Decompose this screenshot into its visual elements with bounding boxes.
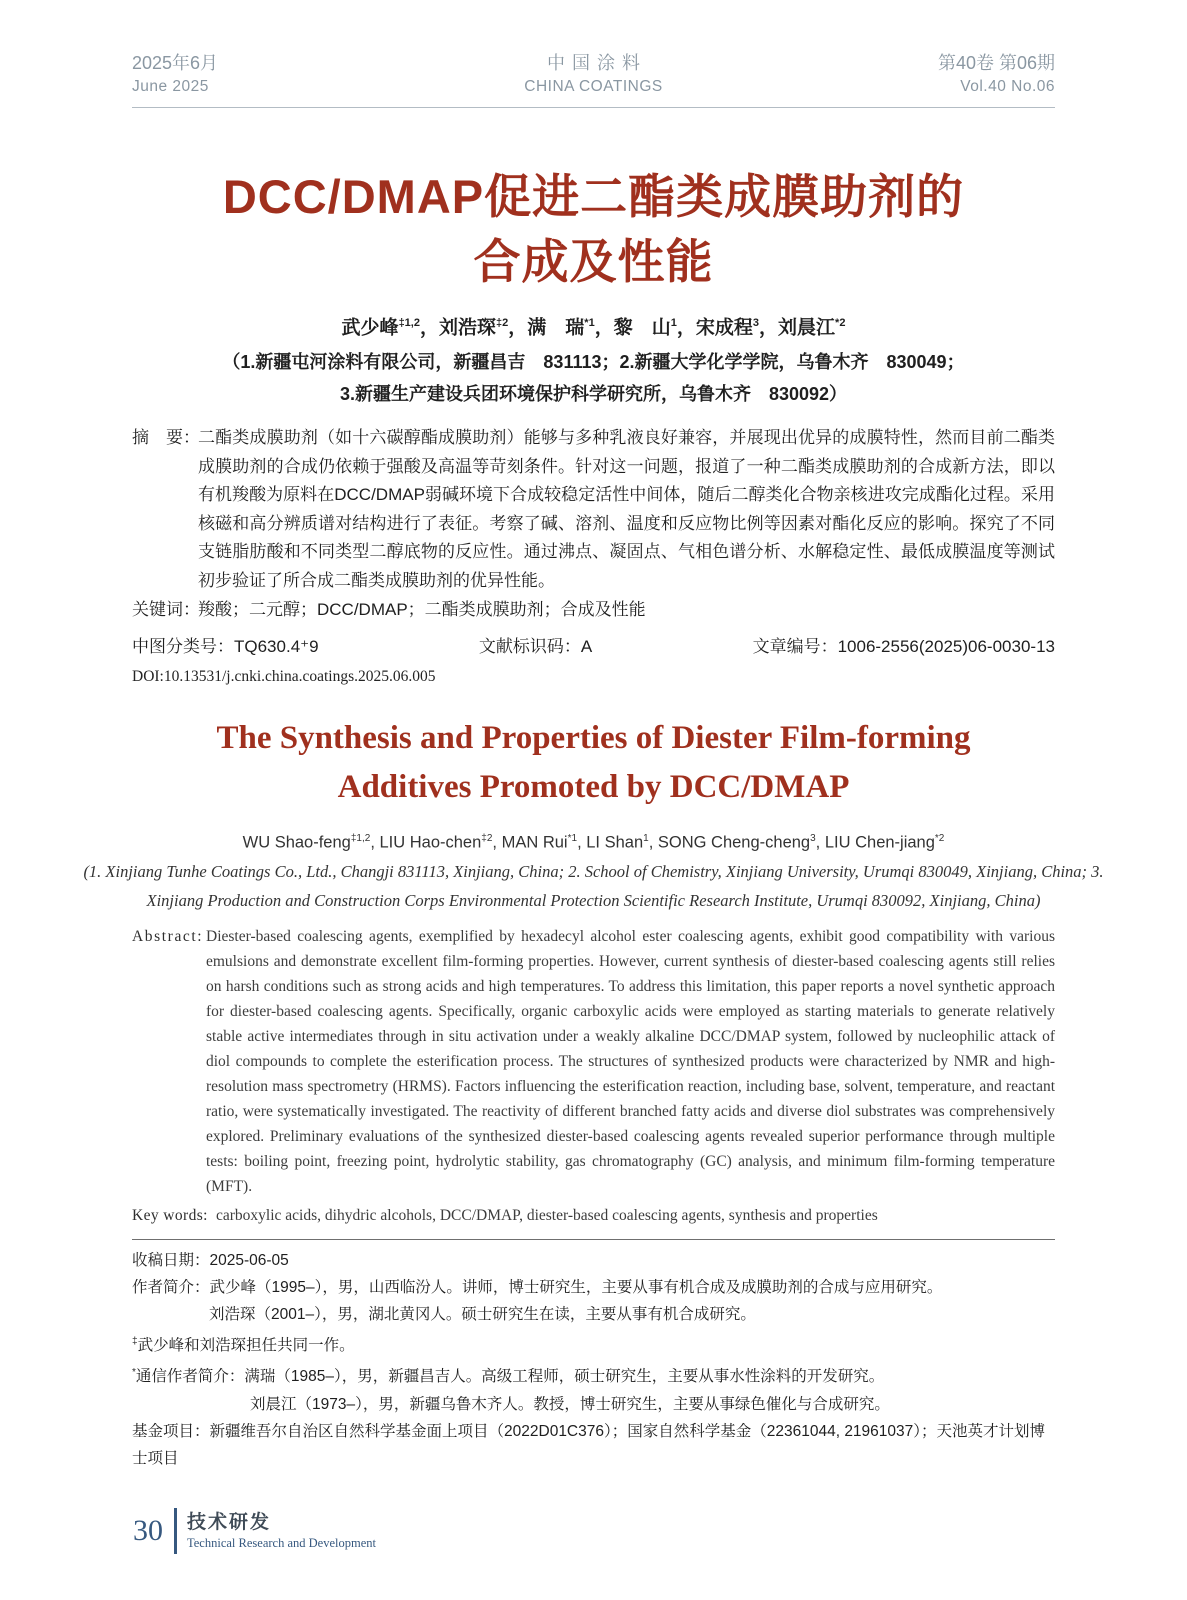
affiliations-en: (1. Xinjiang Tunhe Coatings Co., Ltd., Changji 831113, Xinjiang, China; 2. School of Chemistry, Xinjiang University, Urumqi 830049, Xinjiang, China; 3. Xinjiang Production and Construction Corps Environmental Protection Scientific Research Institute, Urumqi 830092, Xinjiang, China) [83,862,1104,911]
footnote-line: 刘浩琛（2001–），男，湖北黄冈人。硕士研究生在读，主要从事有机合成研究。 [209,1306,756,1324]
article-meta-row [132,634,1055,660]
issue-date-zh: 2025年6月 [132,53,219,73]
keywords-en-label: Key words: [132,1207,208,1225]
authors-zh: 武少峰$^{\ddagger 1,2}$，刘浩琛$^{\ddagger 2}$，满 瑞$^{*1}$，黎 山$^1$，宋成程$^3$，刘晨江$^{*2}$ [341,317,846,339]
affiliation-zh-line1: （1.新疆屯河涂料有限公司，新疆昌吉 831113；2.新疆大学化学学院，乌鲁木齐 830049； [222,352,965,373]
article-title-zh-line2: 合成及性能 [473,235,714,288]
keywords-zh-text: 羧酸；二元醇；DCC/DMAP；二酯类成膜助剂；合成及性能 [198,600,646,620]
article-title-zh-line1: DCC/DMAP促进二酯类成膜助剂的 [222,170,965,223]
keywords-en-text: carboxylic acids, dihydric alcohols, DCC/DMAP, diester-based coalescing agents, synthesis and properties [216,1207,878,1225]
journal-name-zh: 中国涂料 [547,53,647,73]
article-title-en-line1: The Synthesis and Properties of Diester Film-forming [216,719,971,756]
header-issue-date [132,50,440,98]
page-number: 30 [133,1514,163,1547]
abstract-en [132,924,1055,1199]
footnotes [132,1239,1055,1471]
footnote-line: 刘晨江（1973–），男，新疆乌鲁木齐人。教授，博士研究生，主要从事绿色催化与合成研究。 [250,1395,890,1413]
article-id [753,634,1055,660]
footer-section [187,1511,376,1552]
affiliation-zh-line2: 3.新疆生产建设兵团环境保护科学研究所，乌鲁木齐 830092） [339,384,848,405]
journal-header [132,0,1055,108]
footnote-line: 基金项目：新疆维吾尔自治区自然科学基金面上项目（2022D01C376）；国家自然科学基金（22361044, 21961037）；天池英才计划博士项目 [132,1422,1046,1467]
abstract-en-text: Diester-based coalescing agents, exemplified by hexadecyl alcohol ester coalescing agents, exhibit good compatibility with various emulsions and demonstrate excellent film-forming properties. However, current synthesis of diester-based coalescing agents still relies on harsh conditions such as strong acids and high temperatures. To address this limitation, this paper reports a novel synthetic approach for diester-based coalescing agents. Specifically, organic carboxylic acids were employed as starting materials to generate relatively stable active intermediates through in situ activation under a weakly alkaline DCC/DMAP system, followed by nucleophilic attack of diol compounds to complete the esterification process. The structures of synthesized products were characterized by NMR and high-resolution mass spectrometry (HRMS). Factors influencing the esterification reaction, including base, solvent, temperature, and reactant ratio, were systematically investigated. The reactivity of different branched fatty acids and diverse diol substrates was comprehensively explored. Preliminary evaluations of the synthesized diester-based coalescing agents revealed superior performance through multiple tests: boiling point, freezing point, hydrolytic stability, gas chromatography (GC) analysis, and minimum film-forming temperature (MFT). [206,928,1055,1196]
abstract-zh-text: 二酯类成膜助剂（如十六碳醇酯成膜助剂）能够与多种乳液良好兼容，并展现出优异的成膜特性，然而目前二酯类成膜助剂的合成仍依赖于强酸及高温等苛刻条件。针对这一问题，报道了一种二酯类成膜助剂的合成新方法，即以有机羧酸为原料在DCC/DMAP弱碱环境下合成较稳定活性中间体，随后二醇类化合物亲核进攻完成酯化过程。采用核磁和高分辨质谱对结构进行了表征。考察了碱、溶剂、温度和反应物比例等因素对酯化反应的影响。探究了不同支链脂肪酸和不同类型二醇底物的反应性。通过沸点、凝固点、气相色谱分析、水解稳定性、最低成膜温度等测试初步验证了所合成二酯类成膜助剂的优异性能。 [198,428,1055,590]
volume-issue-en: Vol.40 No.06 [960,78,1056,95]
page-footer [133,1508,376,1554]
issue-date-en: June 2025 [132,78,209,95]
abstract-zh [132,424,1055,595]
clc-number [132,634,319,660]
clc-value: TQ630.4⁺9 [234,636,319,656]
authors-en: WU Shao-feng$^{\ddagger 1,2}$, LIU Hao-chen$^{\ddagger 2}$, MAN Rui$^{*1}$, LI Shan$^1$, SONG Cheng-cheng$^3$, LIU Chen-jiang$^{*2}$ [242,832,945,852]
footer-divider [174,1508,177,1554]
volume-issue-zh: 第40卷 第06期 [937,53,1056,73]
clc-label: 中图分类号： [132,636,234,656]
section-name-zh: 技术研发 [187,1511,272,1533]
keywords-zh-label: 关键词： [132,600,200,620]
keywords-zh [132,596,1055,625]
article-id-value: 1006-2556(2025)06-0030-13 [837,636,1055,656]
footnote-line: *通信作者简介：满瑞（1985–），男，新疆昌吉人。高级工程师，硕士研究生，主要从事水性涂料的开发研究。 [132,1367,885,1386]
abstract-en-label: Abstract: [132,928,204,946]
header-volume-issue [747,50,1055,98]
footnote-line: 收稿日期：2025-06-05 [132,1252,289,1270]
journal-name-en: CHINA COATINGS [524,78,663,95]
footnote-line: 作者简介：武少峰（1995–），男，山西临汾人。讲师，博士研究生，主要从事有机合成及成膜助剂的合成与应用研究。 [132,1279,943,1297]
article-title-en [132,714,1055,812]
footnote-line: ‡武少峰和刘浩琛担任共同一作。 [132,1336,355,1355]
section-name-en: Technical Research and Development [187,1535,376,1550]
article-id-label: 文章编号： [752,636,838,656]
article-title-zh [132,164,1055,294]
document-code-value: A [580,636,593,656]
doi: DOI:10.13531/j.cnki.china.coatings.2025.06.005 [132,667,436,685]
keywords-en [132,1203,1055,1228]
header-journal-name [440,50,748,98]
affiliations-zh [132,346,1055,410]
document-code [479,634,592,660]
article-title-en-line2: Additives Promoted by DCC/DMAP [337,768,850,805]
abstract-zh-label: 摘 要： [132,428,200,448]
document-code-label: 文献标识码： [478,636,581,656]
